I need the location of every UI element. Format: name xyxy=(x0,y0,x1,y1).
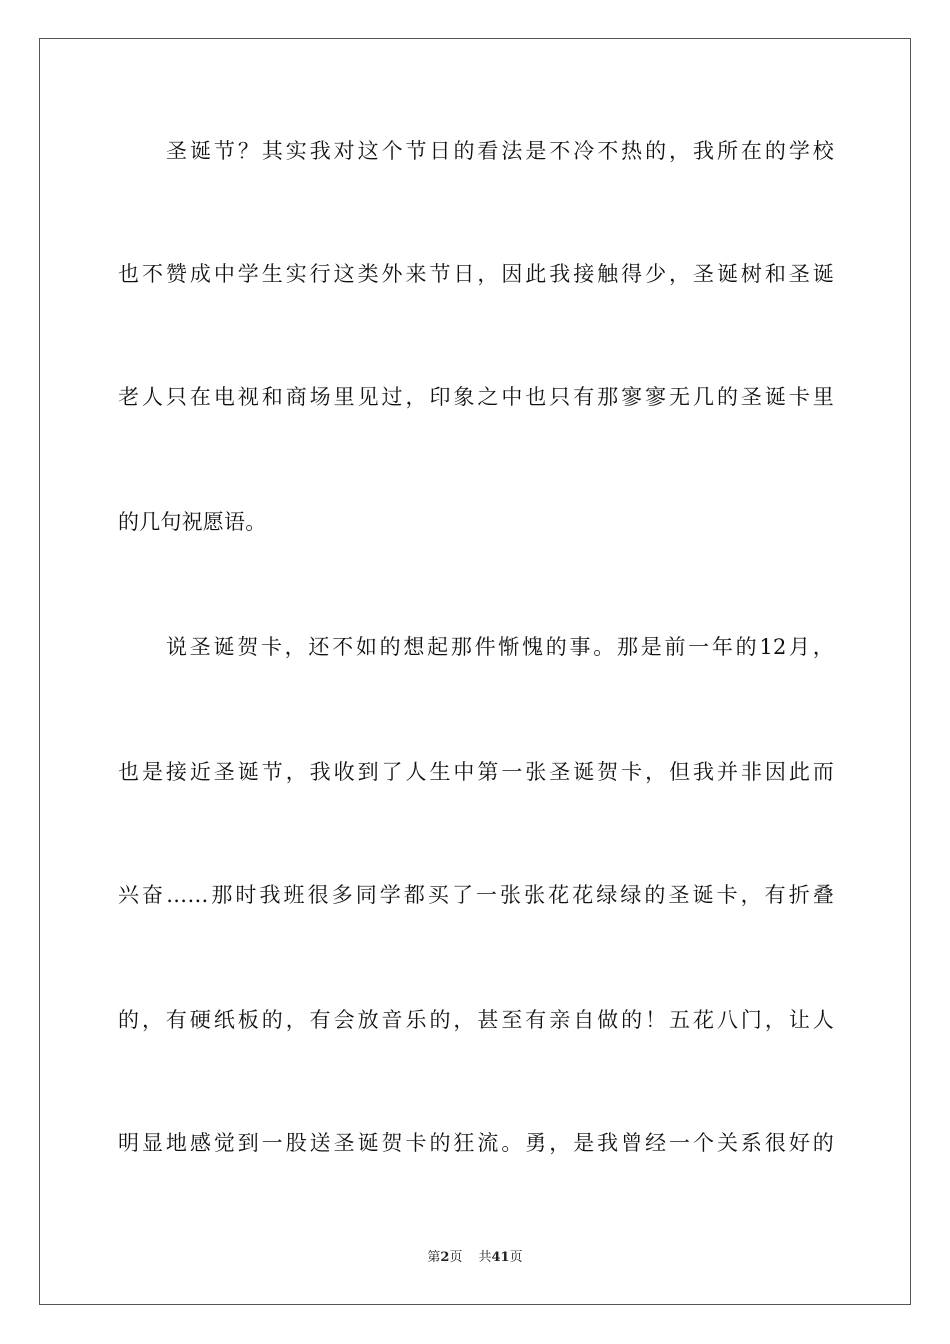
page-suffix: 页 xyxy=(449,1250,463,1265)
text-line-1: 圣诞节？其实我对这个节日的看法是不冷不热的，我所在的学校 xyxy=(166,139,834,163)
text-line-9: 明显地感觉到一股送圣诞贺卡的狂流。勇，是我曾经一个关系很好的 xyxy=(118,1131,834,1155)
page-prefix: 第 xyxy=(427,1250,441,1265)
text-line-5: 说圣诞贺卡，还不如的想起那件惭愧的事。那是前一年的12月， xyxy=(166,635,834,659)
page-border xyxy=(39,38,911,1305)
text-line-3: 老人只在电视和商场里见过，印象之中也只有那寥寥无几的圣诞卡里 xyxy=(118,385,834,409)
text-line-7: 兴奋……那时我班很多同学都买了一张张花花绿绿的圣诞卡，有折叠 xyxy=(118,883,834,907)
page-total: 41 xyxy=(491,1250,510,1265)
text-line-4: 的几句祝愿语。 xyxy=(118,510,267,534)
text-line-2: 也不赞成中学生实行这类外来节日，因此我接触得少，圣诞树和圣诞 xyxy=(118,262,834,286)
page-footer xyxy=(0,1246,950,1265)
total-prefix: 共 xyxy=(478,1250,492,1265)
total-suffix: 页 xyxy=(509,1250,523,1265)
text-line-6: 也是接近圣诞节，我收到了人生中第一张圣诞贺卡，但我并非因此而 xyxy=(118,760,834,784)
page-current: 2 xyxy=(440,1250,450,1265)
text-line-8: 的，有硬纸板的，有会放音乐的，甚至有亲自做的！五花八门，让人 xyxy=(118,1008,834,1032)
